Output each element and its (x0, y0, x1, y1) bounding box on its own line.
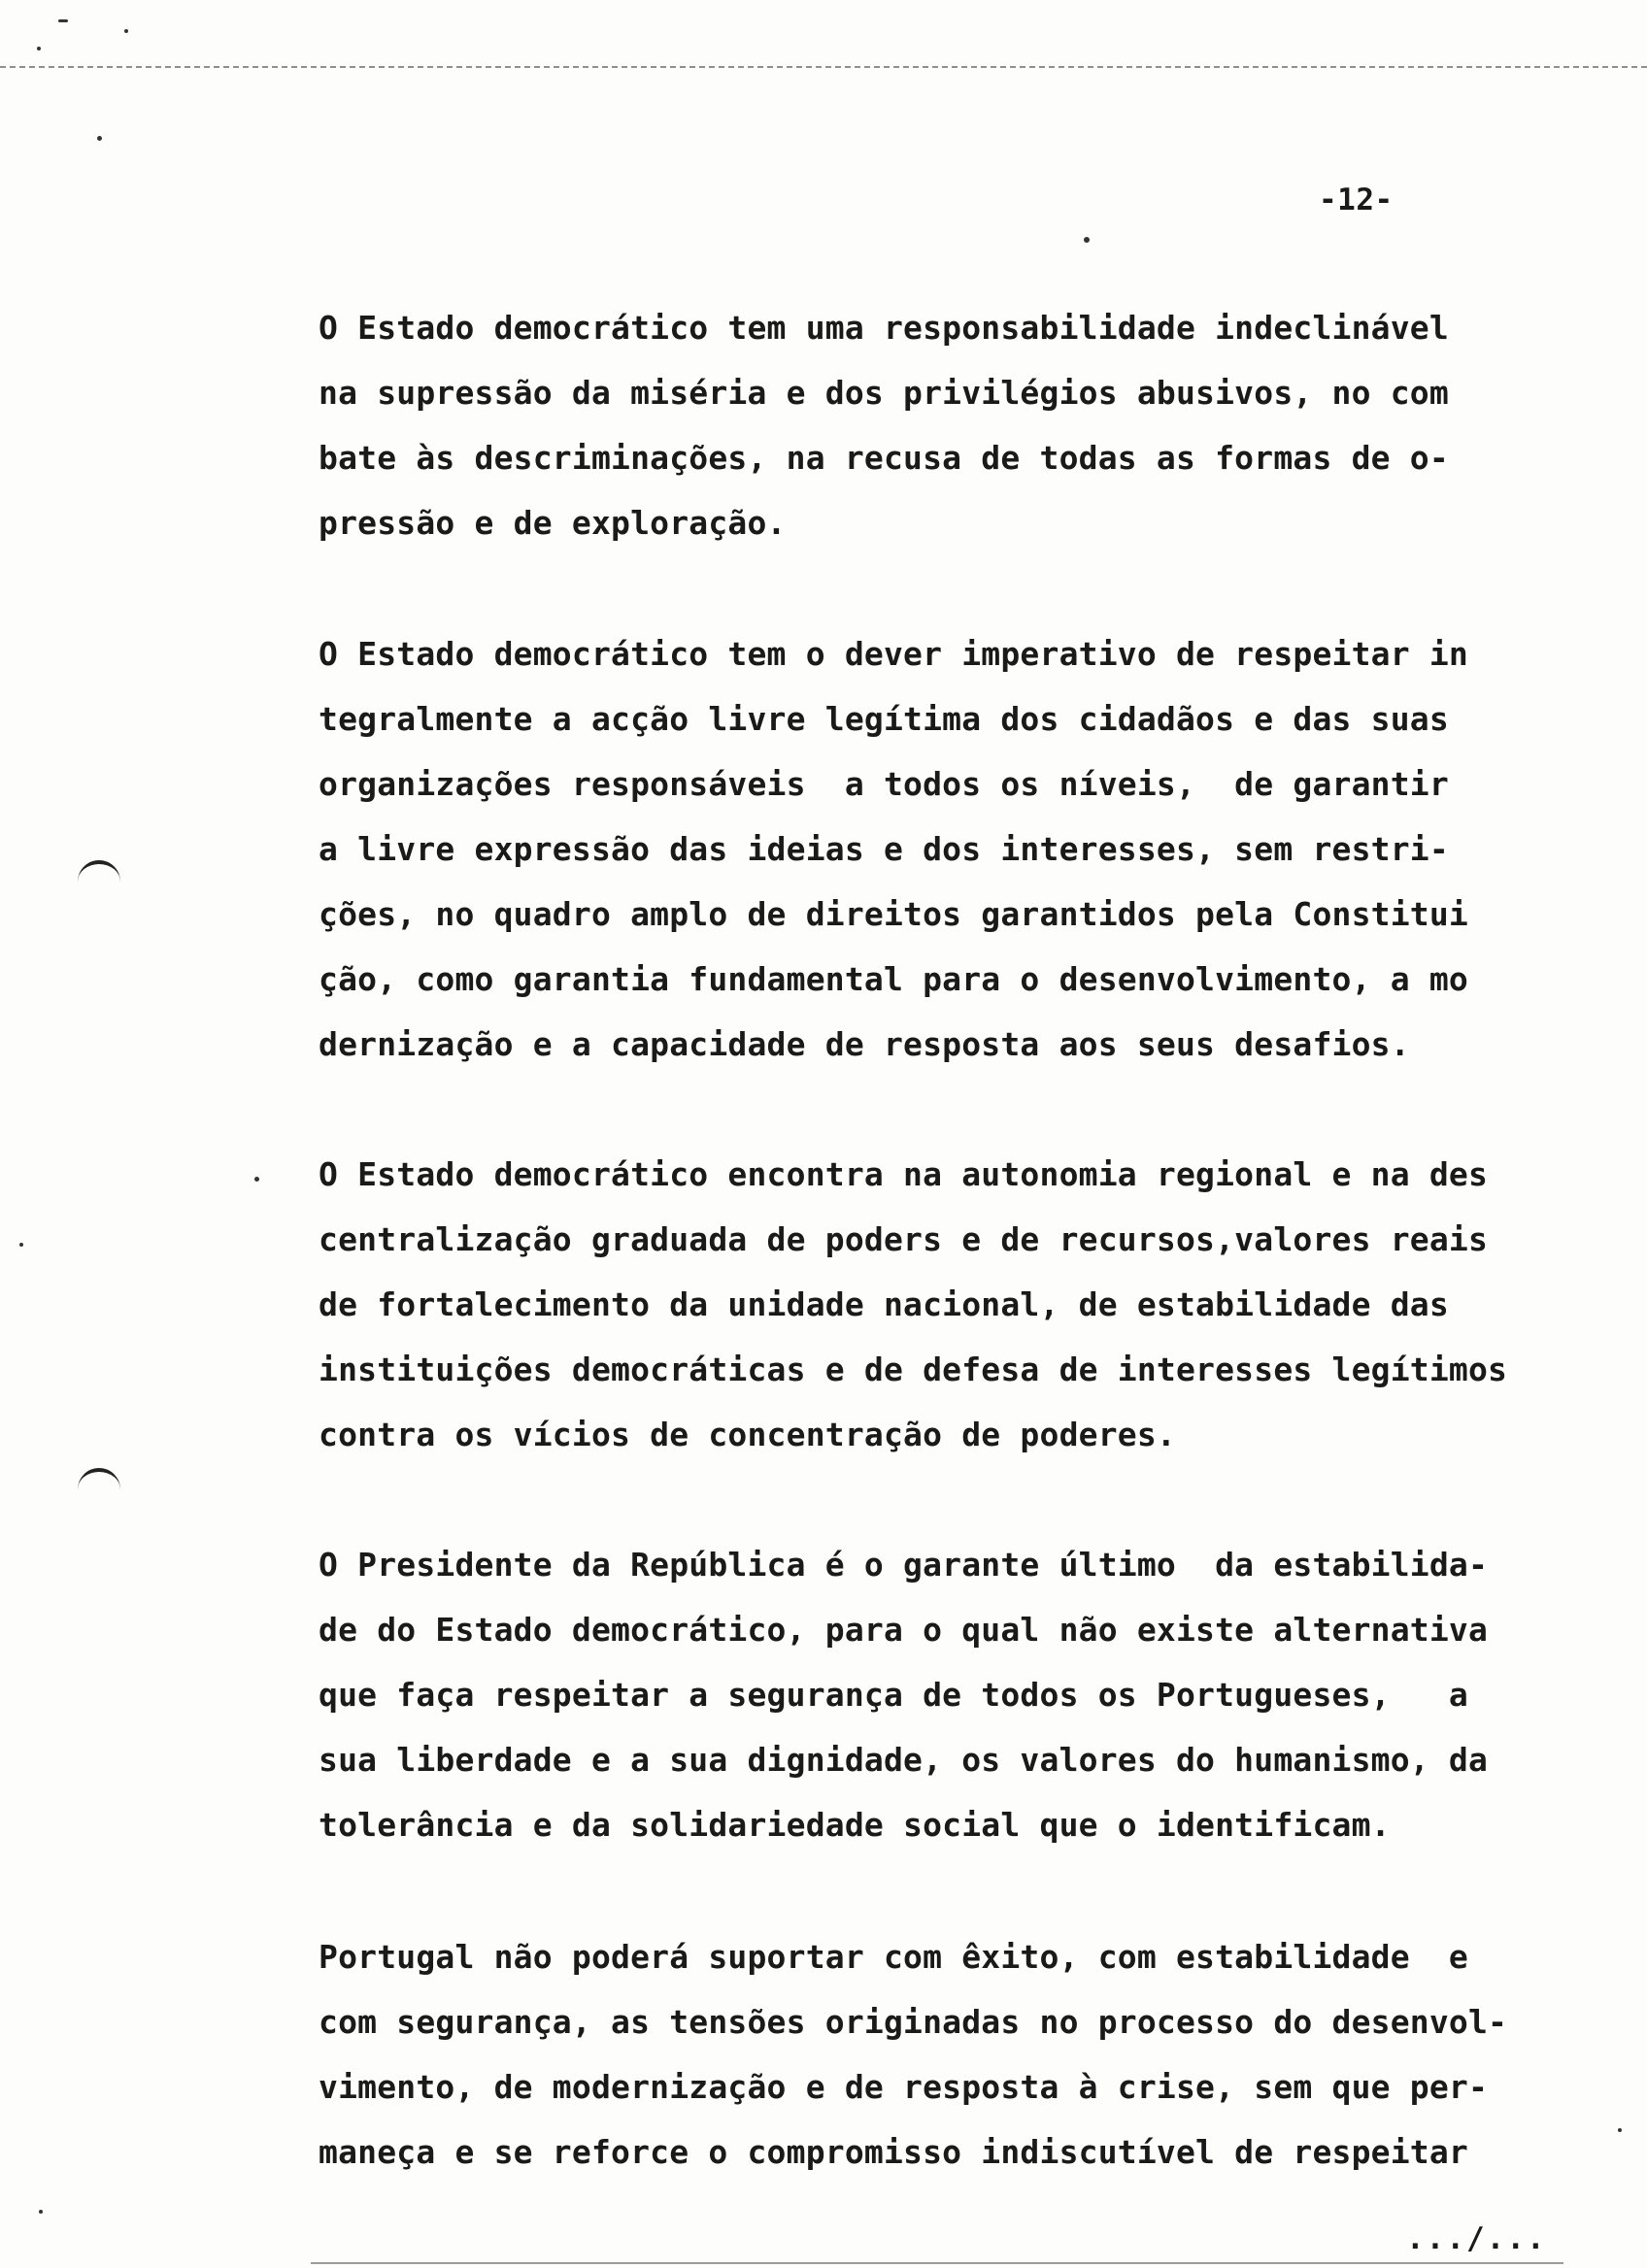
scan-speck (124, 29, 128, 33)
continuation-mark: .../... (1406, 2221, 1547, 2256)
scan-speck (39, 2210, 43, 2214)
scan-speck (58, 19, 68, 22)
text-line: O Presidente da República é o garante último da estabilida- (319, 1546, 1489, 1584)
scan-speck (1084, 237, 1090, 243)
text-line: a livre expressão das ideias e dos interesses, sem restri- (319, 830, 1449, 868)
text-line: com segurança, as tensões originadas no processo do desenvol- (319, 2003, 1508, 2041)
text-line: de do Estado democrático, para o qual não existe alternativa (319, 1611, 1489, 1649)
text-line: tegralmente a acção livre legítima dos cidadãos e das suas (319, 700, 1449, 738)
text-line: Portugal não poderá suportar com êxito, com estabilidade e (319, 1938, 1468, 1976)
text-line: O Estado democrático tem o dever imperativo de respeitar in (319, 635, 1468, 673)
page-number: -12- (1319, 183, 1394, 217)
text-line: tolerância e da solidariedade social que o identificam. (319, 1806, 1391, 1844)
text-line: instituições democráticas e de defesa de interesses legítimos (319, 1351, 1508, 1388)
text-line: vimento, de modernização e de resposta à crise, sem que per- (319, 2068, 1489, 2106)
top-edge-rule (0, 66, 1647, 68)
scan-speck (19, 1243, 23, 1247)
text-line: sua liberdade e a sua dignidade, os valores do humanismo, da (319, 1741, 1489, 1779)
bottom-edge-rule (311, 2262, 1563, 2264)
scan-speck (37, 47, 41, 50)
scan-speck (1618, 2128, 1622, 2132)
text-line: O Estado democrático encontra na autonomia regional e na des (319, 1155, 1489, 1193)
text-line: que faça respeitar a segurança de todos os Portugueses, a (319, 1676, 1468, 1714)
text-line: organizações responsáveis a todos os níveis, de garantir (319, 765, 1449, 803)
text-line: maneça e se reforce o compromisso indiscutível de respeitar (319, 2133, 1468, 2171)
scan-speck (97, 136, 102, 141)
text-line: centralização graduada de poders e de recursos,valores reais (319, 1220, 1489, 1258)
punch-hole-mark (78, 860, 120, 885)
text-line: contra os vícios de concentração de poderes. (319, 1416, 1176, 1453)
text-line: na supressão da miséria e dos privilégios abusivos, no com (319, 374, 1449, 412)
text-line: pressão e de exploração. (319, 504, 787, 542)
text-line: bate às descriminações, na recusa de todas as formas de o- (319, 439, 1449, 477)
text-line: O Estado democrático tem uma responsabilidade indeclinável (319, 309, 1449, 347)
punch-hole-mark (78, 1468, 120, 1493)
text-line: ções, no quadro amplo de direitos garantidos pela Constitui (319, 895, 1468, 933)
text-line: dernização e a capacidade de resposta aos seus desafios. (319, 1025, 1410, 1063)
text-line: de fortalecimento da unidade nacional, de estabilidade das (319, 1285, 1449, 1323)
scan-speck (254, 1177, 259, 1182)
text-line: ção, como garantia fundamental para o desenvolvimento, a mo (319, 960, 1468, 998)
